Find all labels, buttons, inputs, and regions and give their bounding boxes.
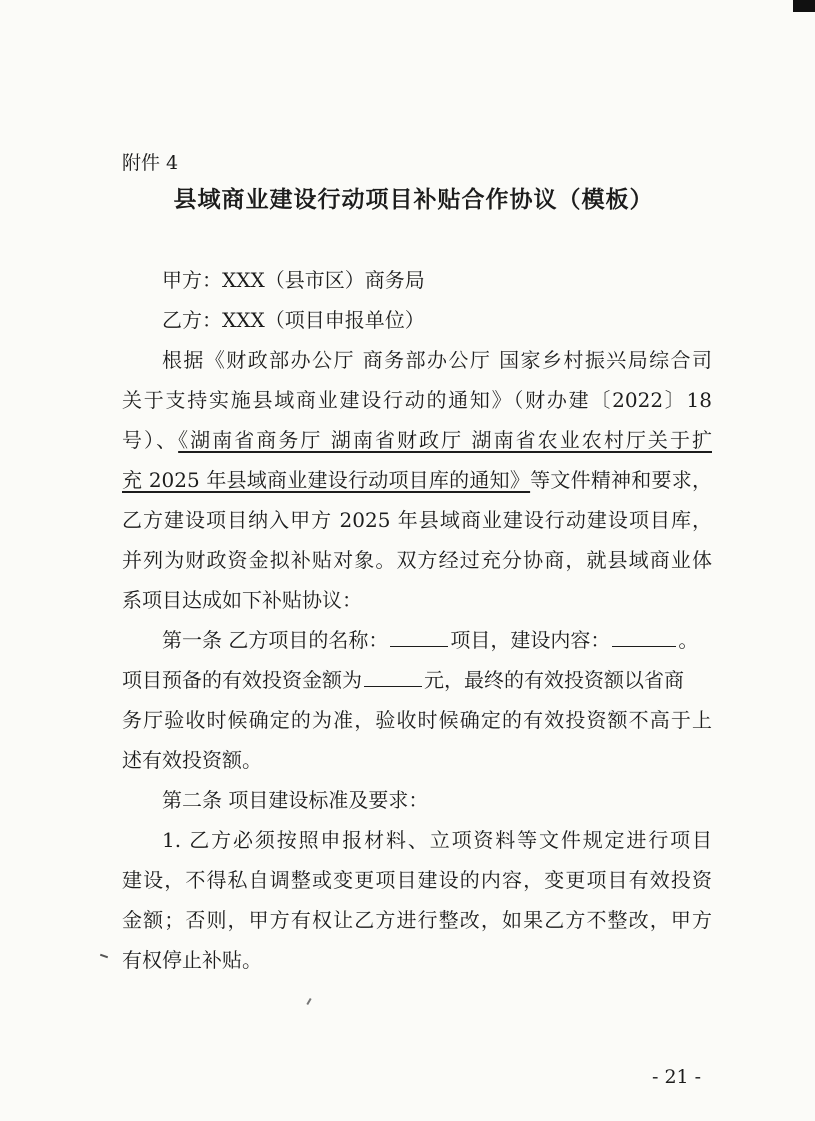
article2-item1-line-2: 建设，不得私自调整或变更项目建设的内容，变更项目有效投资 [122, 868, 712, 892]
attachment-label: 附件 4 [122, 152, 179, 174]
article2-heading: 第二条 项目建设标准及要求： [162, 788, 429, 812]
scan-speck [306, 998, 311, 1005]
article2-item1-line-1: 1. 乙方必须按照申报材料、立项资料等文件规定进行项目 [162, 828, 712, 852]
party-b: 乙方：XXX（项目申报单位） [162, 308, 425, 332]
article1-content-label: 项目，建设内容： [450, 628, 611, 652]
basis-line-3-cited-notice: 《湖南省商务厅 湖南省财政厅 湖南省农业农村厅关于扩 [178, 428, 712, 452]
basis-line-4-suffix: 等文件精神和要求， [530, 468, 712, 492]
article1-investment-label: 项目预备的有效投资金额为 [122, 668, 362, 692]
basis-line-4 [122, 466, 712, 494]
basis-line-3 [122, 426, 712, 454]
article1-line-1 [162, 626, 698, 654]
construction-content-blank [612, 626, 676, 647]
basis-line-5: 乙方建设项目纳入甲方 2025 年县域商业建设行动建设项目库， [122, 508, 712, 532]
article1-line-3: 务厅验收时候确定的为准，验收时候确定的有效投资额不高于上 [122, 708, 712, 732]
article2-item1-line-4: 有权停止补贴。 [122, 948, 262, 972]
scan-corner-mark [793, 0, 815, 12]
article1-investment-suffix: 元，最终的有效投资额以省商 [424, 668, 684, 692]
article1-period: 。 [678, 628, 699, 652]
basis-line-4-cited-notice: 充 2025 年县域商业建设行动项目库的通知》 [122, 468, 531, 492]
party-a: 甲方：XXX（县市区）商务局 [162, 268, 425, 292]
investment-amount-blank [364, 666, 422, 687]
basis-line-2: 关于支持实施县域商业建设行动的通知》（财办建〔2022〕18 [122, 388, 712, 412]
project-name-blank [390, 626, 448, 647]
article1-line-2 [122, 666, 684, 694]
basis-line-1: 根据《财政部办公厅 商务部办公厅 国家乡村振兴局综合司 [162, 348, 712, 372]
page-number: - 21 - [652, 1066, 702, 1088]
article1-name-label: 第一条 乙方项目的名称： [162, 628, 389, 652]
scan-speck [100, 954, 108, 959]
basis-line-3-prefix: 号）、 [122, 428, 179, 452]
article2-item1-line-3: 金额；否则，甲方有权让乙方进行整改，如果乙方不整改，甲方 [122, 908, 712, 932]
article1-line-4: 述有效投资额。 [122, 748, 262, 772]
document-title: 县域商业建设行动项目补贴合作协议（模板） [173, 186, 654, 213]
basis-line-7: 系项目达成如下补贴协议： [122, 588, 362, 612]
basis-line-6: 并列为财政资金拟补贴对象。双方经过充分协商，就县域商业体 [122, 548, 712, 572]
